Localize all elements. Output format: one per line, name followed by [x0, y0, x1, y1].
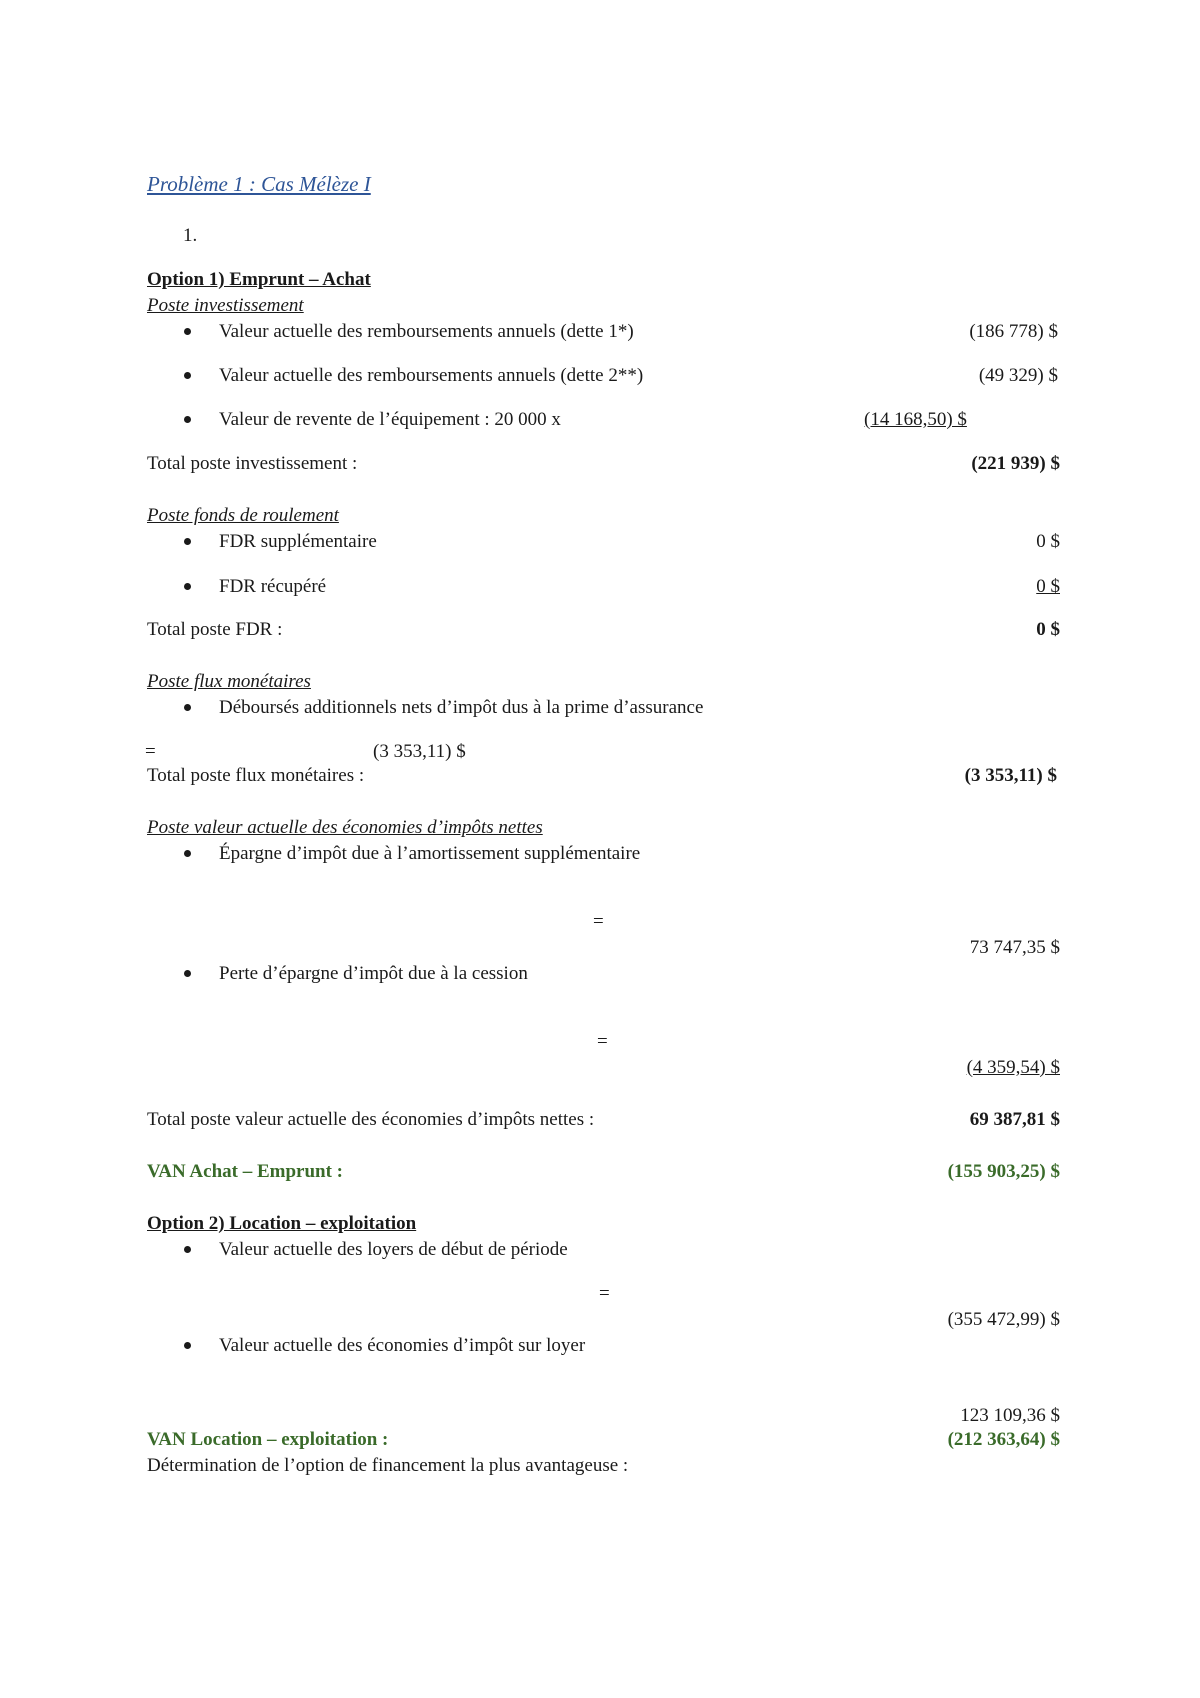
economies-total-value: 69 387,81 $ — [969, 1109, 1060, 1130]
location-equals: = — [599, 1283, 610, 1304]
page-title: Problème 1 : Cas Mélèze I — [147, 172, 371, 196]
option2-heading: Option 2) Location – exploitation — [147, 1213, 417, 1234]
economies-equals: = — [593, 911, 604, 932]
invest-item-label: Valeur actuelle des remboursements annuels (dette 1*) — [219, 321, 634, 342]
fdr-heading: Poste fonds de roulement — [147, 505, 339, 526]
economies-total-label: Total poste valeur actuelle des économies d’impôts nettes : — [147, 1109, 595, 1130]
location-item-label: Valeur actuelle des loyers de début de période — [219, 1239, 568, 1260]
location-item-value: 123 109,36 $ — [960, 1405, 1060, 1426]
van-achat-value: (155 903,25) $ — [947, 1161, 1060, 1182]
fdr-item-label: FDR récupéré — [219, 576, 327, 597]
list-number: 1. — [183, 225, 198, 246]
fdr-item-label: FDR supplémentaire — [219, 531, 377, 552]
economies-equals: = — [597, 1031, 608, 1052]
bullet-icon — [184, 372, 191, 379]
bullet-icon — [184, 704, 191, 711]
flux-heading: Poste flux monétaires — [147, 671, 311, 692]
bullet-icon — [184, 538, 191, 545]
bullet-icon — [184, 850, 191, 857]
invest-item-value: (186 778) $ — [969, 321, 1058, 342]
location-item-value: (355 472,99) $ — [947, 1309, 1060, 1330]
bullet-icon — [184, 583, 191, 590]
flux-equals-value: (3 353,11) $ — [373, 741, 466, 762]
conclusion-text: Détermination de l’option de financement la plus avantageuse : — [147, 1455, 629, 1476]
van-achat-label: VAN Achat – Emprunt : — [147, 1161, 344, 1182]
economies-item-label: Perte d’épargne d’impôt due à la cession — [219, 963, 528, 984]
bullet-icon — [184, 970, 191, 977]
fdr-item-value: 0 $ — [1036, 576, 1060, 597]
van-location-value: (212 363,64) $ — [947, 1429, 1060, 1450]
economies-item-label: Épargne d’impôt due à l’amortissement supplémentaire — [219, 843, 641, 864]
fdr-item-value: 0 $ — [1036, 531, 1060, 552]
van-location-label: VAN Location – exploitation : — [147, 1429, 389, 1450]
bullet-icon — [184, 328, 191, 335]
bullet-icon — [184, 1342, 191, 1349]
economies-heading: Poste valeur actuelle des économies d’impôts nettes — [147, 817, 543, 838]
flux-total-value: (3 353,11) $ — [964, 765, 1057, 786]
invest-total-label: Total poste investissement : — [147, 453, 358, 474]
invest-item-value: (14 168,50) $ — [864, 409, 967, 430]
invest-item-label: Valeur de revente de l’équipement : 20 000 x — [219, 409, 561, 430]
location-item-label: Valeur actuelle des économies d’impôt sur loyer — [219, 1335, 586, 1356]
option1-heading: Option 1) Emprunt – Achat — [147, 269, 371, 290]
bullet-icon — [184, 416, 191, 423]
economies-item-value: 73 747,35 $ — [969, 937, 1060, 958]
invest-item-value: (49 329) $ — [978, 365, 1058, 386]
invest-total-value: (221 939) $ — [971, 453, 1060, 474]
investissement-heading: Poste investissement — [147, 295, 304, 316]
flux-total-label: Total poste flux monétaires : — [147, 765, 365, 786]
invest-item-label: Valeur actuelle des remboursements annuels (dette 2**) — [219, 365, 644, 386]
bullet-icon — [184, 1246, 191, 1253]
flux-equals: = — [145, 741, 156, 762]
economies-item-value: (4 359,54) $ — [966, 1057, 1060, 1078]
flux-item-label: Déboursés additionnels nets d’impôt dus à la prime d’assurance — [219, 697, 704, 718]
fdr-total-value: 0 $ — [1036, 619, 1060, 640]
fdr-total-label: Total poste FDR : — [147, 619, 283, 640]
